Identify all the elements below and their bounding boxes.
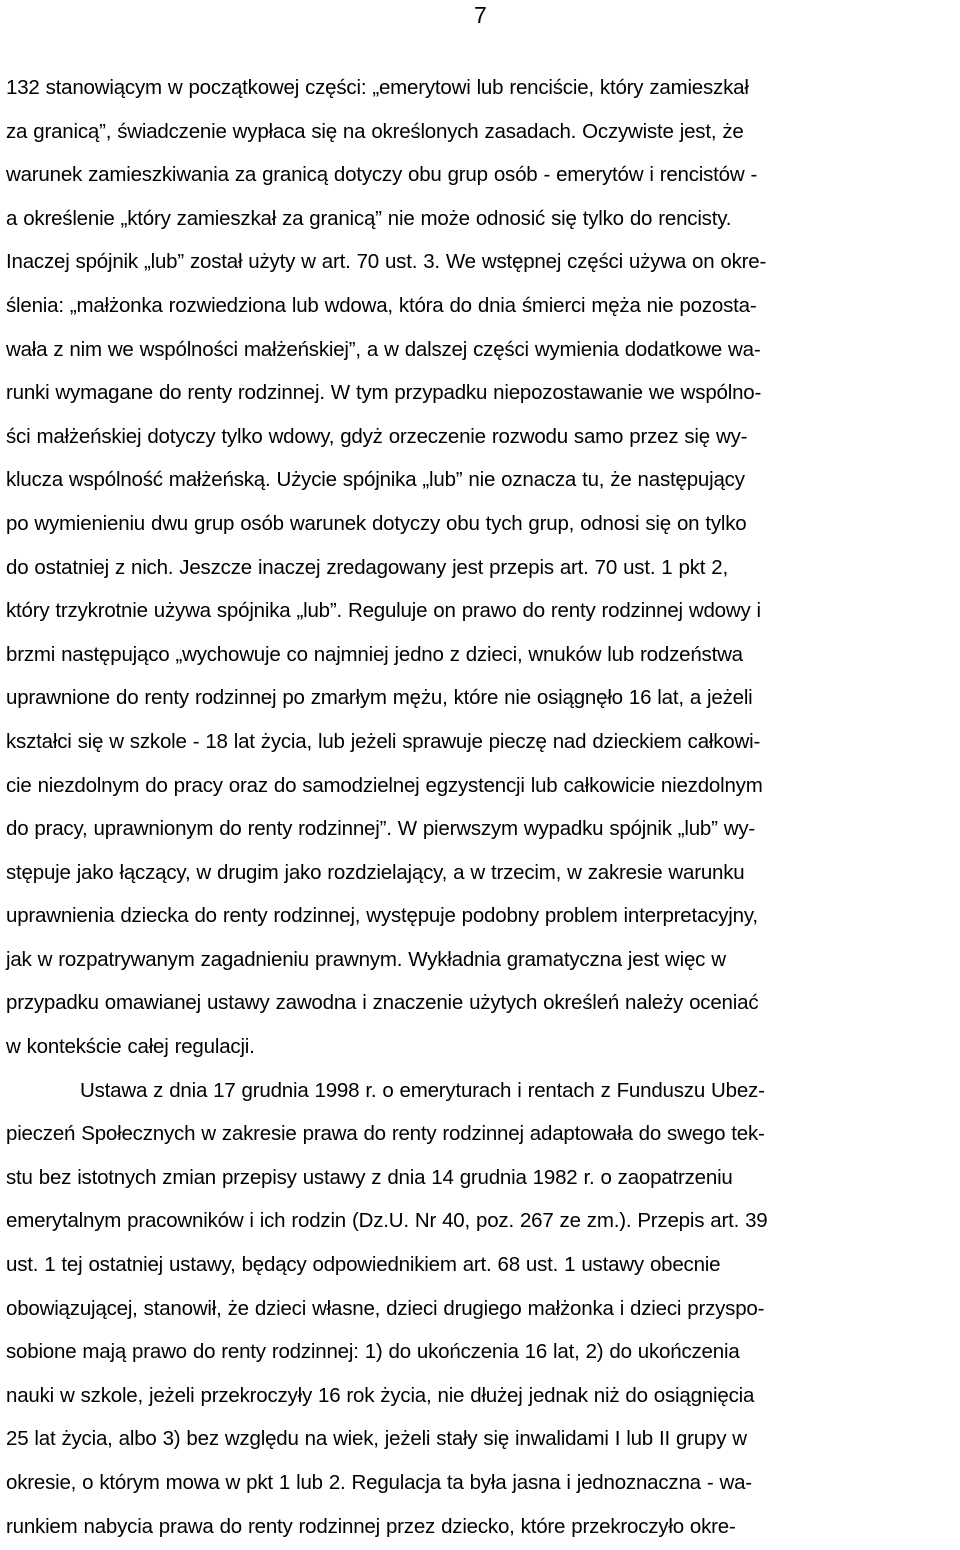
text-line: runki wymagane do renty rodzinnej. W tym przypadku niepozostawanie we wspólno- [6,381,762,405]
text-line: wała z nim we wspólności małżeńskiej”, a w dalszej części wymienia dodatkowe wa- [6,337,761,361]
text-line: 132 stanowiącym w początkowej części: „emerytowi lub renciście, który zamieszkał [6,76,749,99]
paragraph-first-line: Ustawa z dnia 17 grudnia 1998 r. o emeryturach i rentach z Funduszu Ubez- [80,1078,765,1102]
text-line: stępuje jako łączący, w drugim jako rozdzielający, a w trzecim, w zakresie warunku [6,860,745,884]
text-line: obowiązującej, stanowił, że dzieci własne, dzieci drugiego małżonka i dzieci przyspo- [6,1296,765,1320]
text-line: klucza wspólność małżeńską. Użycie spójnika „lub” nie oznacza tu, że następujący [6,468,745,492]
text-line: stu bez istotnych zmian przepisy ustawy z dnia 14 grudnia 1982 r. o zaopatrzeniu [6,1165,733,1189]
text-line: uprawnienia dziecka do renty rodzinnej, występuje podobny problem interpretacyjny, [6,904,758,928]
text-line: emerytalnym pracowników i ich rodzin (Dz.U. Nr 40, poz. 267 ze zm.). Przepis art. 39 [6,1209,768,1233]
text-line: a określenie „który zamieszkał za granicą” nie może odnosić się tylko do rencisty. [6,206,732,230]
page-number: 7 [474,2,487,28]
text-line: przypadku omawianej ustawy zawodna i znaczenie użytych określeń należy oceniać [6,991,759,1015]
text-line: ust. 1 tej ostatniej ustawy, będący odpowiednikiem art. 68 ust. 1 ustawy obecnie [6,1253,721,1277]
text-line: który trzykrotnie używa spójnika „lub”. Reguluje on prawo do renty rodzinnej wdowy i [6,599,761,623]
text-line: cie niezdolnym do pracy oraz do samodzielnej egzystencji lub całkowicie niezdolnym [6,773,763,797]
text-line: okresie, o którym mowa w pkt 1 lub 2. Regulacja ta była jasna i jednoznaczna - wa- [6,1471,752,1494]
text-line: ści małżeńskiej dotyczy tylko wdowy, gdyż orzeczenie rozwodu samo przez się wy- [6,424,748,448]
text-line: kształci się w szkole - 18 lat życia, lub jeżeli sprawuje pieczę nad dzieckiem całkowi- [6,729,761,753]
text-line: sobione mają prawo do renty rodzinnej: 1) do ukończenia 16 lat, 2) do ukończenia [6,1340,740,1364]
text-line: runkiem nabycia prawa do renty rodzinnej przez dziecko, które przekroczyło okre- [6,1514,736,1538]
text-line: do pracy, uprawnionym do renty rodzinnej”. W pierwszym wypadku spójnik „lub” wy- [6,817,756,841]
text-line: uprawnione do renty rodzinnej po zmarłym mężu, które nie osiągnęło 16 lat, a jeżeli [6,686,753,710]
body-text [6,66,956,1548]
text-line: do ostatniej z nich. Jeszcze inaczej zredagowany jest przepis art. 70 ust. 1 pkt 2, [6,555,728,579]
text-line: po wymienieniu dwu grup osób warunek dotyczy obu tych grup, odnosi się on tylko [6,511,747,535]
text-line: jak w rozpatrywanym zagadnieniu prawnym. Wykładnia gramatyczna jest więc w [6,947,726,971]
text-line: brzmi następująco „wychowuje co najmniej jedno z dzieci, wnuków lub rodzeństwa [6,642,743,666]
text-line: Inaczej spójnik „lub” został użyty w art. 70 ust. 3. We wstępnej części używa on okre- [6,250,767,274]
text-line: 25 lat życia, albo 3) bez względu na wiek, jeżeli stały się inwalidami I lub II grupy w [6,1427,747,1451]
text-line: warunek zamieszkiwania za granicą dotyczy obu grup osób - emerytów i rencistów - [6,163,758,187]
text-line: za granicą”, świadczenie wypłaca się na określonych zasadach. Oczywiste jest, że [6,119,744,143]
text-line: ślenia: „małżonka rozwiedziona lub wdowa, która do dnia śmierci męża nie pozosta- [6,293,757,317]
text-line: pieczeń Społecznych w zakresie prawa do renty rodzinnej adaptowała do swego tek- [6,1122,765,1146]
text-line: w kontekście całej regulacji. [6,1035,255,1059]
text-line: nauki w szkole, jeżeli przekroczyły 16 rok życia, nie dłużej jednak niż do osiągnięcia [6,1383,755,1407]
